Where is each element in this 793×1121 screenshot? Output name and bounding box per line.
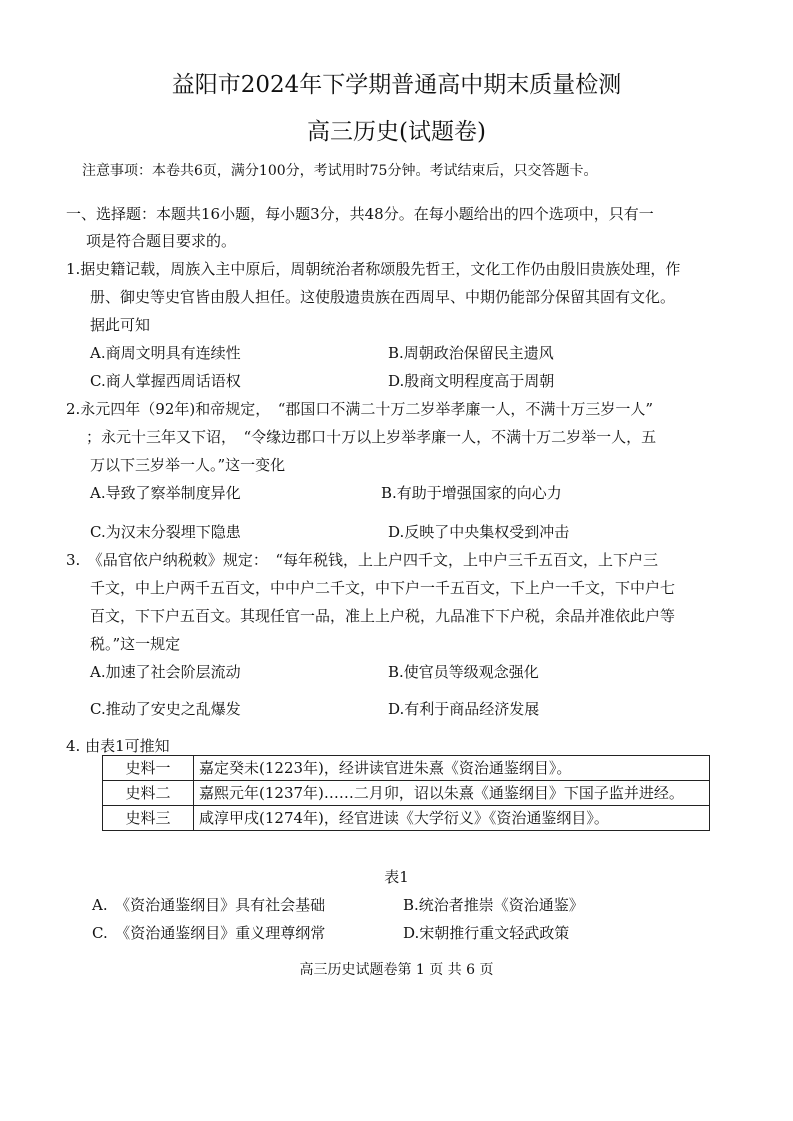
question-1-stem: 册、御史等史官皆由殷人担任。这使殷遗贵族在西周早、中期仍能部分保留其固有文化。	[90, 288, 676, 306]
exam-title: 益阳市2024年下学期普通高中期末质量检测	[171, 72, 622, 98]
question-2-stem: 2.永元四年（92年)和帝规定， “郡国口不满二十万二岁举孝廉一人，不满十万三岁一人”	[66, 400, 654, 418]
table-cell-label: 史料三	[103, 806, 194, 831]
table-caption: 表1	[384, 868, 409, 886]
question-2-option-b[interactable]: B.有助于增强国家的向心力	[381, 484, 562, 502]
table-cell-text: 嘉熙元年(1237年)……二月卯，诏以朱熹《通鉴纲目》下国子监并进经。	[194, 781, 710, 806]
question-4-option-b[interactable]: B.统治者推崇《资治通鉴》	[403, 896, 584, 914]
question-2-option-d[interactable]: D.反映了中央集权受到冲击	[388, 523, 570, 541]
table-row	[103, 756, 710, 781]
question-1-option-b[interactable]: B.周朝政治保留民主遗风	[388, 344, 554, 362]
question-4-option-c[interactable]: C. 《资治通鉴纲目》重义理尊纲常	[92, 924, 326, 942]
page-footer: 高三历史试题卷第 1 页 共 6 页	[299, 962, 494, 978]
table-row	[103, 781, 710, 806]
question-3-option-b[interactable]: B.使官员等级观念强化	[388, 663, 539, 681]
question-3-stem: 千文，中上户两千五百文，中中户二千文，中下户一千五百文，下上户一千文，下中户七	[90, 579, 676, 597]
section-instruction: 一、选择题：本题共16小题，每小题3分，共48分。在每小题给出的四个选项中，只有一	[66, 205, 654, 223]
source-table	[102, 755, 710, 831]
question-2-option-c[interactable]: C.为汉末分裂埋下隐患	[90, 523, 241, 541]
table-cell-text: 嘉定癸未(1223年)，经讲读官进朱熹《资治通鉴纲目》。	[194, 756, 710, 781]
question-2-stem: ；永元十三年又下诏， “令缘边郡口十万以上岁举孝廉一人，不满十万二岁举一人，五	[86, 428, 657, 446]
question-3-option-d[interactable]: D.有利于商品经济发展	[388, 700, 540, 718]
table-cell-label: 史料一	[103, 756, 194, 781]
table-cell-text: 咸淳甲戌(1274年)，经官进读《大学衍义》《资治通鉴纲目》。	[194, 806, 710, 831]
question-3-option-a[interactable]: A.加速了社会阶层流动	[90, 663, 241, 681]
question-1-stem: 1.据史籍记载，周族入主中原后，周朝统治者称颂殷先哲王，文化工作仍由殷旧贵族处理，作	[66, 260, 681, 278]
table-cell-label: 史料二	[103, 781, 194, 806]
question-1-option-d[interactable]: D.殷商文明程度高于周朝	[388, 372, 555, 390]
question-4-option-a[interactable]: A. 《资治通鉴纲目》具有社会基础	[92, 896, 326, 914]
question-2-option-a[interactable]: A.导致了察举制度异化	[90, 484, 241, 502]
question-1-stem: 据此可知	[90, 316, 151, 334]
question-3-stem: 税。”这一规定	[90, 635, 181, 653]
question-4-stem: 4. 由表1可推知	[66, 737, 170, 755]
question-1-option-c[interactable]: C.商人掌握西周话语权	[90, 372, 241, 390]
question-2-stem: 万以下三岁举一人。”这一变化	[90, 456, 286, 474]
section-instruction: 项是符合题目要求的。	[86, 232, 237, 250]
question-1-option-a[interactable]: A.商周文明具有连续性	[90, 344, 241, 362]
question-3-stem: 百文，下下户五百文。其现任官一品，准上上户税，九品准下下户税，余品并准依此户等	[90, 607, 676, 625]
exam-subtitle: 高三历史(试题卷)	[307, 119, 486, 145]
question-3-stem: 3. 《品官依户纳税敕》规定： “每年税钱，上上户四千文，上中户三千五百文，上下户三	[66, 551, 658, 569]
question-4-option-d[interactable]: D.宋朝推行重文轻武政策	[403, 924, 570, 942]
question-3-option-c[interactable]: C.推动了安史之乱爆发	[90, 700, 241, 718]
table-row	[103, 806, 710, 831]
exam-notice: 注意事项：本卷共6页，满分100分，考试用时75分钟。考试结束后，只交答题卡。	[82, 163, 598, 179]
